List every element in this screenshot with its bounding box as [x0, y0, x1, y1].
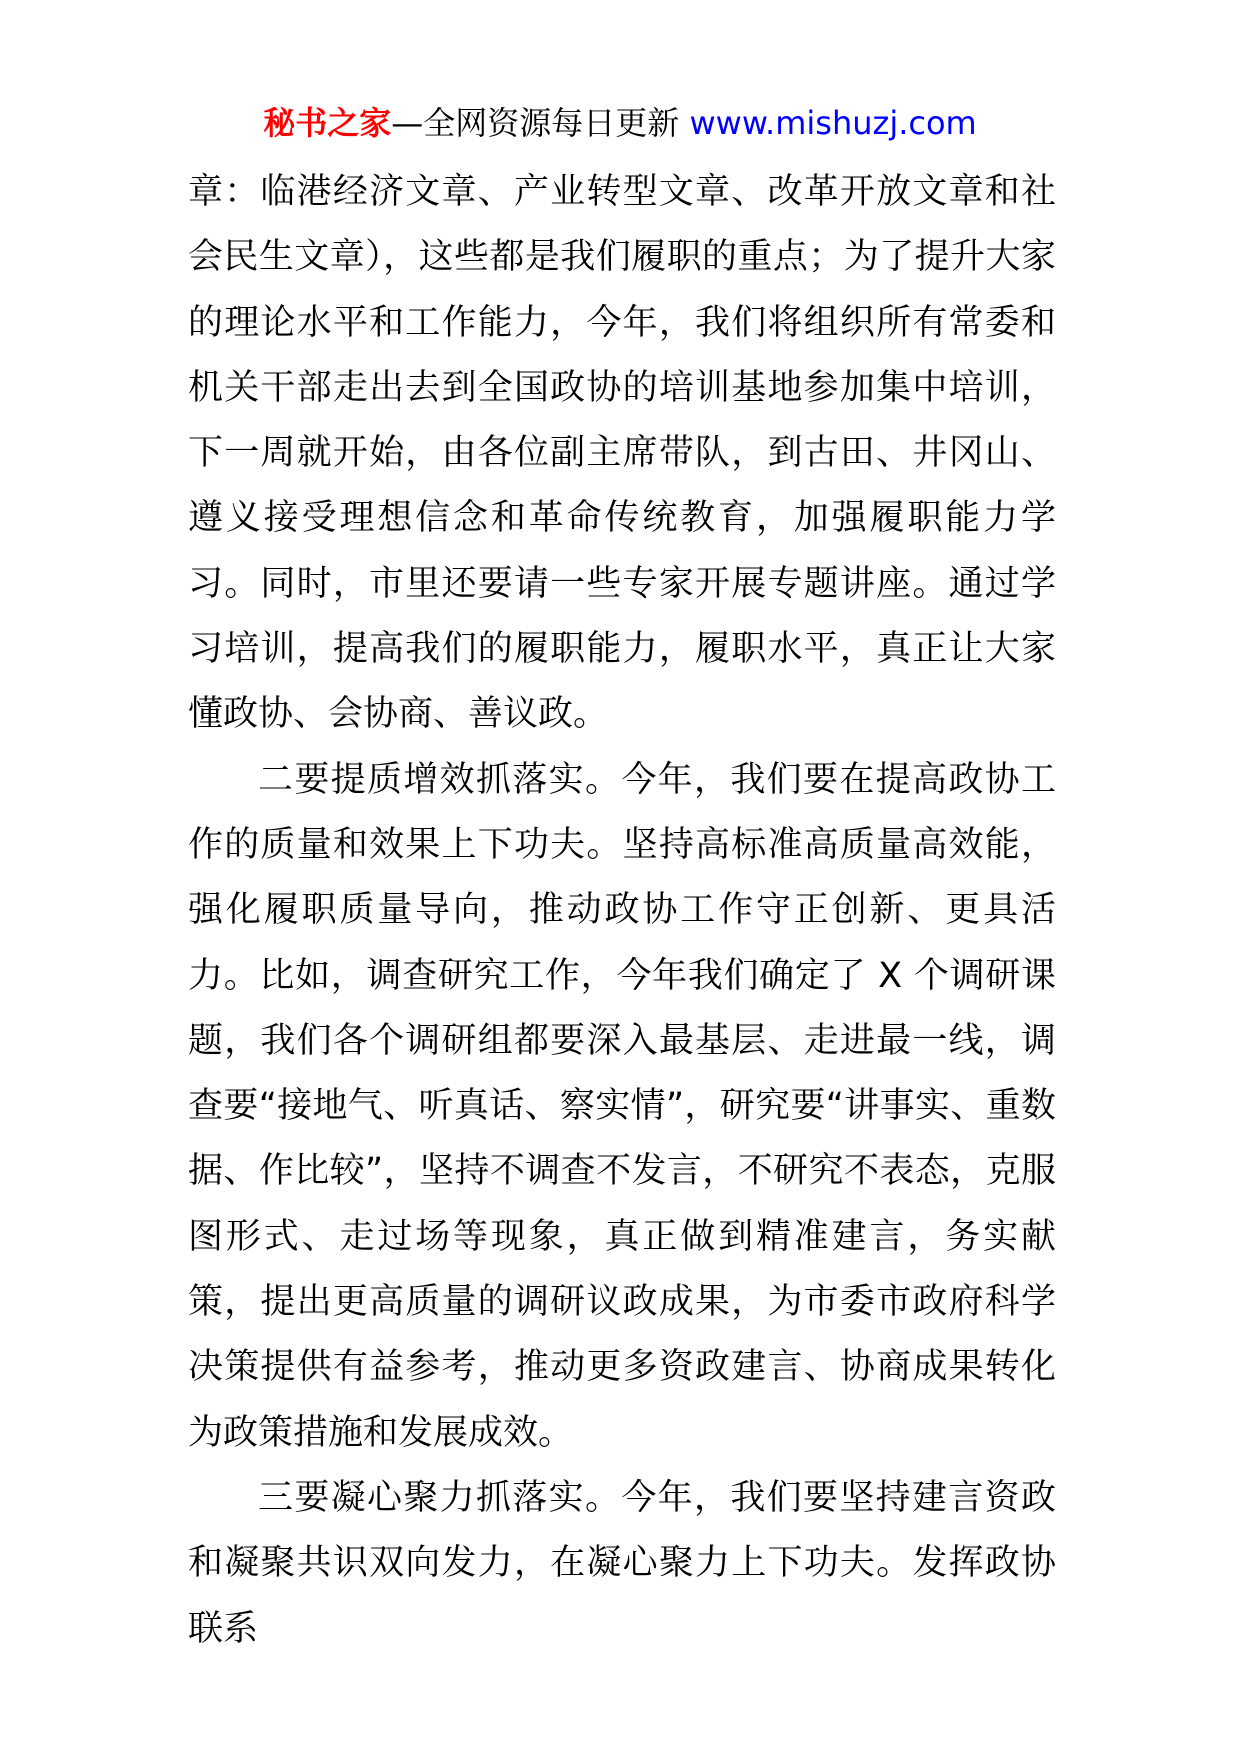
paragraph-unity-effort: 三要凝心聚力抓落实。今年，我们要坚持建言资政和凝聚共识双向发力，在凝心聚力上下功夫。发挥政协联系	[188, 1477, 1056, 1649]
site-url-link[interactable]: www.mishuzj.com	[689, 104, 977, 142]
document-body	[188, 160, 1056, 1662]
page-header	[0, 100, 1240, 146]
paragraph-continued: 章：临港经济文章、产业转型文章、改革开放文章和社会民生文章），这些都是我们履职的重点；为了提升大家的理论水平和工作能力，今年，我们将组织所有常委和机关干部走出去到全国政协的培训基地参加集中培训，下一周就开始，由各位副主席带队，到古田、井冈山、遵义接受理想信念和革命传统教育，加强履职能力学习。同时，市里还要请一些专家开展专题讲座。通过学习培训，提高我们的履职能力，履职水平，真正让大家懂政协、会协商、善议政。	[188, 172, 1056, 735]
header-tagline: —全网资源每日更新	[391, 104, 680, 142]
brand-name: 秘书之家	[263, 104, 392, 142]
paragraph-quality-efficiency: 二要提质增效抓落实。今年，我们要在提高政协工作的质量和效果上下功夫。坚持高标准高质量高效能，强化履职质量导向，推动政协工作守正创新、更具活力。比如，调查研究工作，今年我们确定了 X 个调研课题，我们各个调研组都要深入最基层、走进最一线，调查要“接地气、听真话、察实情”，研究要“讲事实、重数据、作比较”，坚持不调查不发言，不研究不表态，克服图形式、走过场等现象，真正做到精准建言，务实献策，提出更高质量的调研议政成果，为市委市政府科学决策提供有益参考，推动更多资政建言、协商成果转化为政策措施和发展成效。	[188, 759, 1056, 1453]
